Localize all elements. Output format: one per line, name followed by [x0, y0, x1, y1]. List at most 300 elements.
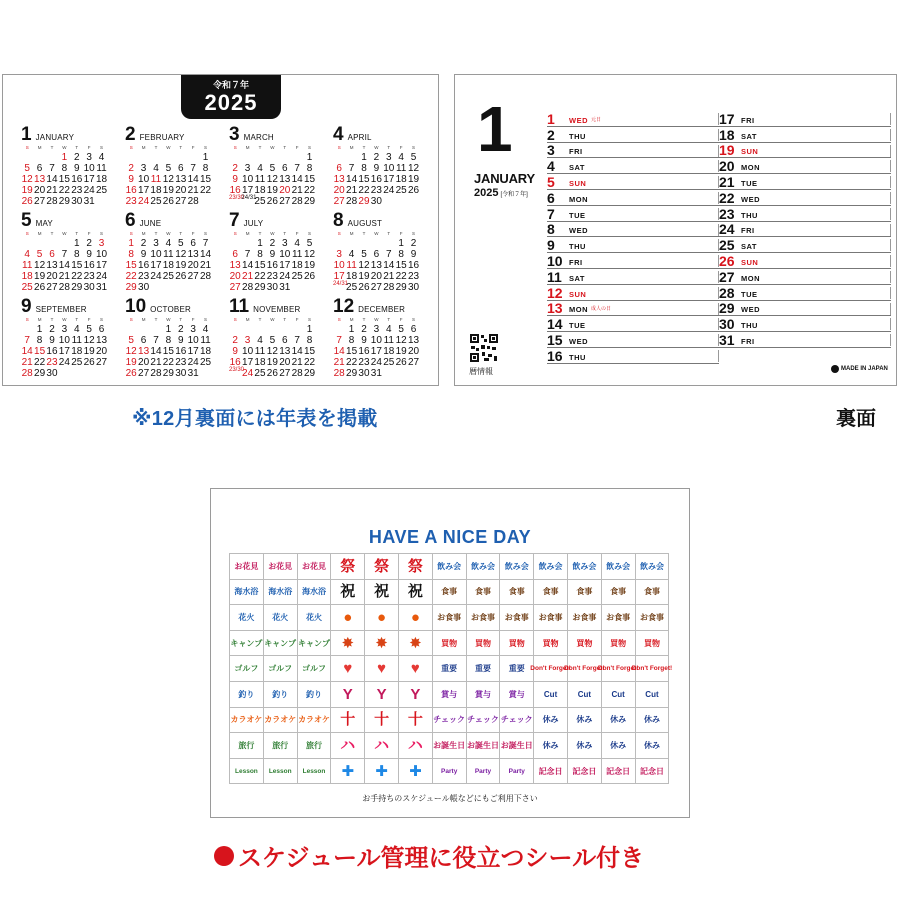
calendar-day: 14 [21, 346, 33, 357]
weekday-initial: W [166, 231, 171, 236]
empty-day [58, 238, 70, 249]
calendar-day: 7 [61, 249, 68, 260]
days-grid [125, 324, 229, 379]
weekday-initial: M [141, 317, 146, 322]
sticker-label: 重要 [508, 664, 525, 674]
sticker-cell [636, 733, 670, 759]
empty-day [333, 324, 345, 335]
day-number: 12 [547, 284, 563, 301]
calendar-day: 9 [49, 335, 55, 346]
day-weekday: WED [569, 115, 588, 125]
calendar-day: 8 [128, 249, 134, 260]
empty-day [241, 152, 253, 163]
weekday-initial: M [37, 317, 42, 322]
sticker-label: キャンプ [297, 638, 330, 648]
sticker-cell [264, 554, 298, 580]
calendar-day: 13 [95, 335, 108, 346]
sticker-label: Don't Forget! [564, 665, 605, 673]
sticker-label: 食事 [542, 587, 559, 597]
calendar-day: 28 [333, 368, 345, 379]
month-header [125, 296, 229, 317]
calendar-day: 20 [333, 185, 345, 196]
day-number: 13 [547, 300, 563, 317]
day-number: 21 [719, 173, 735, 190]
calendar-day: 24 [58, 357, 70, 368]
calendar-day: 9 [177, 335, 184, 346]
weekday-initial: S [337, 145, 341, 150]
day-number: 6 [547, 189, 555, 206]
month-header [21, 124, 125, 145]
calendar-day: 28 [187, 196, 199, 207]
calendar-day: 4 [165, 238, 172, 249]
calendar-day: 5 [24, 163, 30, 174]
calendar-day: 25 [199, 357, 212, 368]
empty-day [33, 238, 45, 249]
sticker-cell [602, 631, 636, 657]
calendar-day: 31 [370, 368, 382, 379]
weekday-initial: S [204, 145, 208, 150]
month-name: JANUARY [474, 171, 535, 186]
day-weekday: THU [569, 352, 586, 362]
calendar-day: 11 [22, 260, 33, 271]
weekday-initial: F [295, 145, 299, 150]
day-number: 9 [547, 237, 555, 254]
calendar-day: 30 [83, 282, 95, 293]
calendar-day: 21 [383, 271, 395, 282]
calendar-day: 14 [333, 346, 345, 357]
calendar-day: 15 [125, 260, 137, 271]
day-number: 1 [547, 110, 555, 127]
sticker-cell [534, 554, 568, 580]
sticker-label: Y [376, 685, 387, 703]
sticker-label: 祝 [374, 583, 390, 601]
calendar-day: 12 [358, 260, 370, 271]
weekday-initial: S [100, 231, 104, 236]
calendar-day: 4 [24, 249, 30, 260]
sticker-label: ✚ [409, 762, 422, 780]
month-number: 7 [229, 210, 240, 231]
calendar-day: 4 [257, 335, 263, 346]
calendar-day: 8 [165, 335, 172, 346]
sticker-cell [331, 580, 365, 606]
sticker-label: ✸ [409, 634, 422, 652]
month-name: AUGUST [347, 219, 383, 228]
sticker-cell [399, 631, 433, 657]
calendar-day: 27 [138, 368, 150, 379]
weekday-initial: S [412, 317, 416, 322]
calendar-day: 4 [398, 152, 404, 163]
calendar-day: 15 [71, 260, 83, 271]
sticker-label: Party [474, 767, 492, 775]
sticker-label: 飲み会 [606, 561, 631, 571]
calendar-day: 8 [257, 249, 263, 260]
sticker-label: Don't Forget! [597, 665, 639, 673]
month-number: 3 [229, 124, 240, 145]
calendar-day: 17 [58, 346, 70, 357]
month-block [125, 124, 229, 213]
calendar-day: 15 [303, 346, 316, 357]
calendar-day: 23 [266, 271, 278, 282]
day-row [719, 206, 891, 222]
calendar-day: 24 [279, 271, 291, 282]
sticker-label: 記念日 [572, 766, 597, 776]
sticker-label: 休み [643, 740, 660, 750]
calendar-day: 4 [73, 324, 80, 335]
day-number: 2 [547, 126, 555, 143]
calendar-day: 15 [346, 346, 358, 357]
sticker-cell [331, 631, 365, 657]
sticker-label: Cut [543, 689, 558, 699]
empty-day [229, 324, 241, 335]
month-block [21, 124, 125, 213]
sticker-cell [500, 682, 534, 708]
calendar-day: 1 [73, 238, 80, 249]
calendar-day: 29 [58, 196, 70, 207]
empty-day [229, 152, 241, 163]
calendar-day: 7 [153, 335, 159, 346]
sticker-label: Lesson [235, 767, 258, 775]
sticker-label: 釣り [272, 689, 289, 699]
sticker-label: 買物 [610, 638, 627, 648]
day-weekday: MON [741, 273, 760, 283]
calendar-day: 19 [358, 271, 370, 282]
weekday-initial: T [75, 231, 79, 236]
month-name: JULY [243, 219, 264, 228]
weekday-row [21, 317, 125, 324]
calendar-day: 8 [202, 163, 209, 174]
calendar-day: 15 [358, 174, 370, 185]
weekday-row [229, 145, 333, 152]
made-dot-icon [831, 365, 839, 373]
calendar-day: 25 [383, 357, 395, 368]
sticker-label: ハ [340, 736, 356, 754]
empty-day [21, 152, 33, 163]
sticker-cell [264, 580, 298, 606]
sticker-label: 旅行 [272, 740, 289, 750]
calendar-day: 26 [266, 368, 278, 379]
month-header [229, 124, 333, 145]
sticker-label: ハ [407, 736, 423, 754]
calendar-day: 9 [232, 174, 238, 185]
calendar-day: 7 [49, 163, 55, 174]
calendar-day: 18 [254, 357, 266, 368]
calendar-day: 24 [383, 185, 395, 196]
month-back-card [454, 74, 897, 386]
sticker-label: ハ [374, 736, 390, 754]
sticker-label: 飲み会 [437, 561, 462, 571]
empty-day [333, 152, 345, 163]
calendar-day: 25 [254, 196, 266, 207]
day-weekday: FRI [741, 115, 755, 125]
calendar-day: 22 [199, 185, 212, 196]
weekday-initial: S [204, 231, 208, 236]
day-weekday: FRI [569, 257, 583, 267]
calendar-day: 26 [407, 185, 420, 196]
day-weekday: SAT [569, 273, 585, 283]
sticker-cell [467, 682, 501, 708]
calendar-day: 7 [294, 163, 300, 174]
calendar-day: 10 [242, 174, 254, 185]
sticker-cell [568, 759, 602, 785]
calendar-day: 21 [150, 357, 162, 368]
empty-day [137, 324, 149, 335]
calendar-day: 28 [58, 282, 70, 293]
weekday-initial: S [129, 145, 133, 150]
calendar-day: 30 [138, 282, 150, 293]
calendar-day: 29 [71, 282, 83, 293]
weekday-initial: F [87, 317, 91, 322]
calendar-day: 14 [291, 174, 303, 185]
weekday-initial: T [154, 231, 158, 236]
weekday-initial: M [245, 145, 250, 150]
calendar-day: 24/31 [333, 281, 349, 287]
weekday-initial: S [337, 317, 341, 322]
sticker-cell [433, 631, 467, 657]
calendar-day: 16 [370, 174, 382, 185]
sticker-grid [229, 553, 673, 784]
calendar-day: 8 [306, 335, 313, 346]
calendar-day: 17 [95, 260, 108, 271]
sticker-cell [636, 759, 670, 785]
sticker-cell [399, 733, 433, 759]
calendar-day: 11 [163, 249, 174, 260]
calendar-day: 1 [36, 324, 43, 335]
day-number: 31 [719, 331, 735, 348]
sticker-cell [331, 656, 365, 682]
day-column-1 [547, 111, 719, 364]
calendar-day: 21 [199, 260, 212, 271]
calendar-day: 6 [36, 163, 43, 174]
sticker-label: ♥ [377, 660, 387, 678]
calendar-day: 6 [336, 163, 342, 174]
sticker-label: Lesson [268, 767, 292, 775]
calendar-day: 28 [46, 196, 58, 207]
day-number: 10 [547, 252, 563, 269]
calendar-day: 13 [138, 346, 150, 357]
calendar-day: 11 [71, 335, 82, 346]
calendar-day: 24/31 [241, 195, 257, 201]
sticker-cell [636, 580, 670, 606]
calendar-day: 16 [175, 346, 187, 357]
calendar-day: 12 [407, 163, 420, 174]
weekday-row [21, 231, 125, 238]
calendar-day: 7 [294, 335, 300, 346]
calendar-day: 6 [373, 249, 380, 260]
empty-day [150, 324, 162, 335]
weekday-initial: T [362, 145, 366, 150]
calendar-day: 7 [190, 163, 196, 174]
calendar-day: 10 [383, 163, 395, 174]
calendar-day: 25 [346, 282, 358, 293]
weekday-initial: T [154, 317, 158, 322]
calendar-day: 15 [162, 346, 174, 357]
day-row [719, 222, 891, 238]
day-row [547, 174, 719, 190]
empty-day [358, 238, 370, 249]
sticker-cell [264, 733, 298, 759]
days-grid [333, 152, 437, 207]
calendar-day: 10 [138, 174, 150, 185]
calendar-day: 3 [140, 163, 147, 174]
calendar-day: 27 [407, 357, 420, 368]
sticker-label: 休み [576, 740, 593, 750]
calendar-day: 28 [21, 368, 33, 379]
calendar-day: 30 [71, 196, 83, 207]
weekday-initial: T [362, 317, 366, 322]
calendar-day: 19 [266, 185, 278, 196]
month-header [333, 210, 437, 231]
weekday-initial: S [308, 231, 312, 236]
sticker-label: 花火 [305, 612, 322, 622]
sticker-cell [568, 554, 602, 580]
weekday-initial: T [283, 231, 287, 236]
sticker-cell [467, 605, 501, 631]
calendar-day: 20 [95, 346, 108, 357]
calendar-day: 10 [150, 249, 162, 260]
calendar-day: 10 [279, 249, 291, 260]
calendar-day: 2 [232, 335, 238, 346]
day-row [719, 285, 891, 301]
day-row [719, 143, 891, 159]
empty-day [187, 152, 199, 163]
month-name: DECEMBER [358, 305, 406, 314]
calendar-day: 29 [162, 368, 174, 379]
month-name: JUNE [139, 219, 162, 228]
day-row [547, 127, 719, 143]
calendar-day: 10 [58, 335, 70, 346]
empty-day [229, 238, 241, 249]
day-row [547, 222, 719, 238]
sticker-cell [568, 605, 602, 631]
calendar-day: 1 [361, 152, 367, 163]
calendar-day: 6 [232, 249, 238, 260]
day-weekday: THU [741, 321, 758, 331]
month-number: 8 [333, 210, 344, 231]
calendar-day: 28 [291, 196, 303, 207]
weekday-initial: W [270, 145, 275, 150]
calendar-day: 20 [187, 260, 199, 271]
weekday-initial: T [75, 145, 79, 150]
calendar-day: 21 [291, 357, 303, 368]
sticker-label: ♥ [410, 660, 420, 678]
calendar-day: 24 [242, 368, 254, 379]
month-year [474, 187, 528, 199]
calendar-day: 6 [281, 335, 288, 346]
bottom-caption-text: スケジュール管理に役立つシール付き [238, 845, 645, 872]
calendar-day: 2 [128, 163, 134, 174]
day-number: 26 [719, 252, 735, 269]
sticker-cell [636, 682, 670, 708]
sticker-cell [467, 631, 501, 657]
day-number: 7 [547, 205, 555, 222]
sticker-cell [433, 656, 467, 682]
sticker-label: 釣り [238, 689, 255, 699]
calendar-day: 9 [73, 163, 80, 174]
calendar-day: 13 [187, 249, 199, 260]
calendar-day: 6 [140, 335, 147, 346]
calendar-day: 27 [279, 196, 291, 207]
sticker-label: 休み [542, 740, 559, 750]
sticker-label: 祝 [407, 583, 423, 601]
calendar-day: 14 [187, 174, 199, 185]
calendar-day: 24 [370, 357, 382, 368]
calendar-day: 12 [21, 174, 33, 185]
sticker-cell [399, 580, 433, 606]
sticker-cell [298, 682, 332, 708]
calendar-day: 21 [242, 271, 254, 282]
holiday-label: 成人の日 [591, 306, 612, 313]
calendar-day: 29 [358, 196, 370, 207]
weekday-initial: S [308, 145, 312, 150]
day-weekday: TUE [569, 321, 586, 331]
calendar-day: 6 [98, 324, 105, 335]
sticker-label: カラオケ [230, 715, 263, 725]
calendar-day: 13 [407, 335, 420, 346]
calendar-day: 16 [407, 260, 420, 271]
sticker-cell [602, 759, 636, 785]
weekday-initial: T [258, 317, 262, 322]
calendar-day: 27 [229, 282, 241, 293]
calendar-day: 22 [125, 271, 137, 282]
weekday-initial: T [179, 317, 183, 322]
sticker-cell [365, 554, 399, 580]
weekday-initial: T [179, 231, 183, 236]
sticker-cell [230, 631, 264, 657]
month-block [333, 124, 437, 213]
day-row [547, 348, 719, 364]
calendar-day: 10 [187, 335, 199, 346]
days-grid [229, 152, 333, 207]
sticker-cell [331, 605, 365, 631]
weekday-initial: T [283, 317, 287, 322]
holiday-label: 元日 [591, 116, 602, 123]
sheet-title: HAVE A NICE DAY [368, 527, 532, 547]
sticker-cell [568, 708, 602, 734]
calendar-day: 15 [303, 174, 316, 185]
calendar-day: 27 [95, 357, 108, 368]
day-weekday: THU [569, 131, 586, 141]
sticker-cell [500, 631, 534, 657]
day-weekday: SUN [741, 257, 759, 267]
sticker-cell [467, 708, 501, 734]
calendar-day: 2 [361, 324, 367, 335]
calendar-day: 10 [370, 335, 382, 346]
calendar-day: 30 [175, 368, 187, 379]
weekday-initial: M [349, 231, 354, 236]
calendar-day: 30 [266, 282, 278, 293]
sticker-cell [230, 759, 264, 785]
calendar-day: 23 [71, 185, 83, 196]
day-number: 16 [547, 347, 563, 364]
month-number: 5 [21, 210, 32, 231]
day-number: 19 [719, 142, 735, 159]
weekday-initial: M [37, 231, 42, 236]
sticker-cell [602, 708, 636, 734]
day-row [547, 316, 719, 332]
sticker-label: Cut [611, 689, 625, 699]
month-block [333, 210, 437, 299]
calendar-day: 27 [46, 282, 58, 293]
sticker-label: Party [441, 767, 458, 775]
calendar-day: 18 [395, 174, 407, 185]
calendar-day: 16 [266, 260, 278, 271]
sticker-cell [331, 682, 365, 708]
sticker-label: 祭 [340, 557, 356, 575]
month-name: FEBRUARY [139, 133, 185, 142]
calendar-day: 18 [254, 185, 266, 196]
calendar-day: 7 [202, 238, 209, 249]
weekday-initial: F [191, 145, 195, 150]
